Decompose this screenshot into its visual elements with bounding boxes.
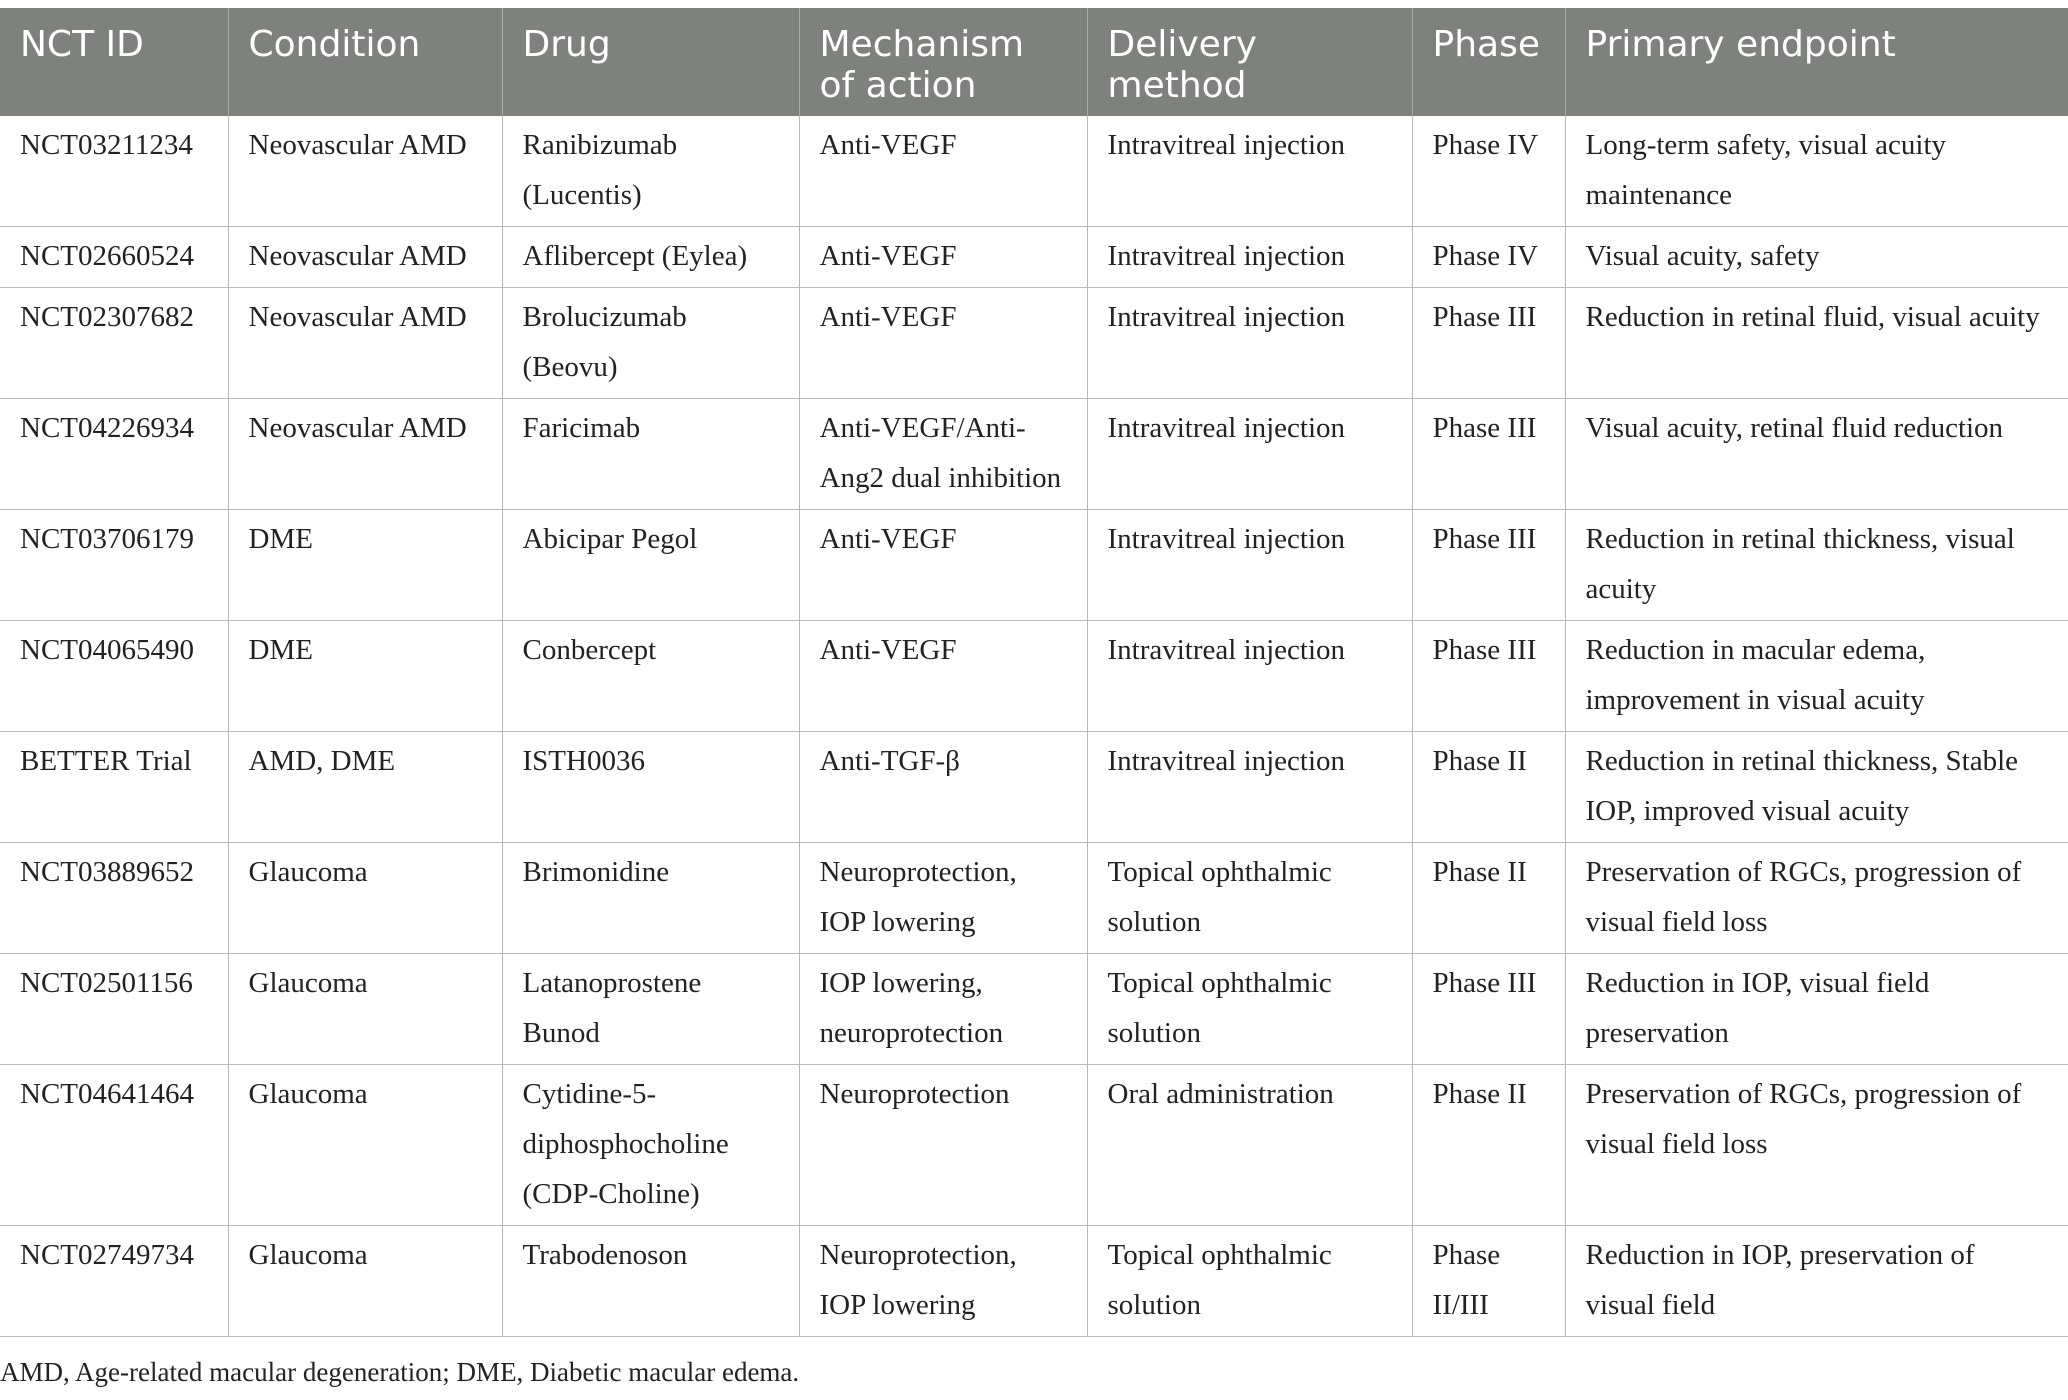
- table-row: [0, 510, 2068, 621]
- cell-nct-id: NCT02307682: [0, 288, 228, 399]
- cell-delivery-method: Intravitreal injection: [1087, 227, 1412, 288]
- cell-delivery-method: Intravitreal injection: [1087, 621, 1412, 732]
- cell-nct-id: NCT03889652: [0, 843, 228, 954]
- cell-drug: Cytidine-5-diphosphocholine (CDP-Choline): [502, 1065, 799, 1226]
- cell-drug: Latanoprostene Bunod: [502, 954, 799, 1065]
- clinical-trials-table: [0, 8, 2068, 1337]
- cell-drug: Abicipar Pegol: [502, 510, 799, 621]
- cell-condition: Neovascular AMD: [228, 288, 502, 399]
- cell-phase: Phase III: [1412, 954, 1565, 1065]
- cell-delivery-method: Intravitreal injection: [1087, 399, 1412, 510]
- cell-phase: Phase III: [1412, 288, 1565, 399]
- cell-primary-endpoint: Visual acuity, safety: [1565, 227, 2068, 288]
- cell-nct-id: NCT03211234: [0, 116, 228, 227]
- cell-delivery-method: Intravitreal injection: [1087, 288, 1412, 399]
- header-primary-endpoint: Primary endpoint: [1565, 8, 2068, 116]
- cell-mechanism: Neuroprotection: [799, 1065, 1087, 1226]
- cell-phase: Phase III: [1412, 621, 1565, 732]
- cell-phase: Phase II/III: [1412, 1226, 1565, 1337]
- table-row: [0, 621, 2068, 732]
- cell-primary-endpoint: Preservation of RGCs, progression of visual field loss: [1565, 1065, 2068, 1226]
- cell-nct-id: NCT02749734: [0, 1226, 228, 1337]
- cell-primary-endpoint: Reduction in retinal thickness, visual acuity: [1565, 510, 2068, 621]
- cell-phase: Phase III: [1412, 399, 1565, 510]
- table-row: [0, 1065, 2068, 1226]
- cell-phase: Phase III: [1412, 510, 1565, 621]
- cell-primary-endpoint: Reduction in IOP, visual field preservation: [1565, 954, 2068, 1065]
- cell-drug: Faricimab: [502, 399, 799, 510]
- cell-delivery-method: Intravitreal injection: [1087, 510, 1412, 621]
- cell-condition: Glaucoma: [228, 954, 502, 1065]
- cell-primary-endpoint: Reduction in retinal fluid, visual acuity: [1565, 288, 2068, 399]
- table-row: [0, 116, 2068, 227]
- cell-nct-id: NCT02660524: [0, 227, 228, 288]
- header-nct-id: NCT ID: [0, 8, 228, 116]
- cell-condition: Neovascular AMD: [228, 227, 502, 288]
- cell-mechanism: Neuroprotection, IOP lowering: [799, 1226, 1087, 1337]
- cell-mechanism: Anti-VEGF: [799, 288, 1087, 399]
- cell-phase: Phase II: [1412, 732, 1565, 843]
- cell-condition: Glaucoma: [228, 843, 502, 954]
- cell-drug: Conbercept: [502, 621, 799, 732]
- cell-delivery-method: Intravitreal injection: [1087, 116, 1412, 227]
- cell-primary-endpoint: Reduction in IOP, preservation of visual field: [1565, 1226, 2068, 1337]
- header-mechanism: Mechanism of action: [799, 8, 1087, 116]
- cell-nct-id: NCT04226934: [0, 399, 228, 510]
- cell-nct-id: NCT04641464: [0, 1065, 228, 1226]
- cell-delivery-method: Topical ophthalmic solution: [1087, 954, 1412, 1065]
- cell-nct-id: NCT02501156: [0, 954, 228, 1065]
- cell-delivery-method: Topical ophthalmic solution: [1087, 1226, 1412, 1337]
- cell-drug: ISTH0036: [502, 732, 799, 843]
- header-row: [0, 8, 2068, 116]
- cell-condition: DME: [228, 621, 502, 732]
- cell-drug: Trabodenoson: [502, 1226, 799, 1337]
- header-drug: Drug: [502, 8, 799, 116]
- table-row: [0, 954, 2068, 1065]
- table-footnote: AMD, Age-related macular degeneration; DME, Diabetic macular edema.: [0, 1357, 800, 1387]
- cell-drug: Brolucizumab (Beovu): [502, 288, 799, 399]
- cell-phase: Phase IV: [1412, 227, 1565, 288]
- cell-mechanism: Anti-TGF-β: [799, 732, 1087, 843]
- table-row: [0, 732, 2068, 843]
- trials-table-container: [0, 8, 2068, 1337]
- table-row: [0, 288, 2068, 399]
- cell-primary-endpoint: Reduction in retinal thickness, Stable IOP, improved visual acuity: [1565, 732, 2068, 843]
- cell-phase: Phase II: [1412, 843, 1565, 954]
- cell-primary-endpoint: Visual acuity, retinal fluid reduction: [1565, 399, 2068, 510]
- cell-delivery-method: Topical ophthalmic solution: [1087, 843, 1412, 954]
- cell-delivery-method: Intravitreal injection: [1087, 732, 1412, 843]
- cell-condition: Glaucoma: [228, 1065, 502, 1226]
- cell-condition: DME: [228, 510, 502, 621]
- cell-nct-id: NCT03706179: [0, 510, 228, 621]
- cell-nct-id: BETTER Trial: [0, 732, 228, 843]
- table-row: [0, 843, 2068, 954]
- cell-mechanism: Anti-VEGF: [799, 116, 1087, 227]
- cell-condition: Neovascular AMD: [228, 116, 502, 227]
- cell-mechanism: Anti-VEGF/Anti-Ang2 dual inhibition: [799, 399, 1087, 510]
- cell-mechanism: Anti-VEGF: [799, 227, 1087, 288]
- cell-phase: Phase IV: [1412, 116, 1565, 227]
- header-phase: Phase: [1412, 8, 1565, 116]
- cell-primary-endpoint: Long-term safety, visual acuity maintenance: [1565, 116, 2068, 227]
- cell-phase: Phase II: [1412, 1065, 1565, 1226]
- cell-delivery-method: Oral administration: [1087, 1065, 1412, 1226]
- cell-primary-endpoint: Preservation of RGCs, progression of visual field loss: [1565, 843, 2068, 954]
- cell-condition: Glaucoma: [228, 1226, 502, 1337]
- cell-drug: Ranibizumab (Lucentis): [502, 116, 799, 227]
- table-row: [0, 399, 2068, 510]
- cell-nct-id: NCT04065490: [0, 621, 228, 732]
- cell-condition: Neovascular AMD: [228, 399, 502, 510]
- cell-mechanism: Neuroprotection, IOP lowering: [799, 843, 1087, 954]
- cell-mechanism: Anti-VEGF: [799, 621, 1087, 732]
- table-row: [0, 227, 2068, 288]
- header-delivery-method: Delivery method: [1087, 8, 1412, 116]
- cell-drug: Aflibercept (Eylea): [502, 227, 799, 288]
- table-body: [0, 116, 2068, 1337]
- header-condition: Condition: [228, 8, 502, 116]
- cell-primary-endpoint: Reduction in macular edema, improvement in visual acuity: [1565, 621, 2068, 732]
- table-row: [0, 1226, 2068, 1337]
- cell-drug: Brimonidine: [502, 843, 799, 954]
- cell-mechanism: Anti-VEGF: [799, 510, 1087, 621]
- cell-mechanism: IOP lowering, neuroprotection: [799, 954, 1087, 1065]
- cell-condition: AMD, DME: [228, 732, 502, 843]
- table-header: [0, 8, 2068, 116]
